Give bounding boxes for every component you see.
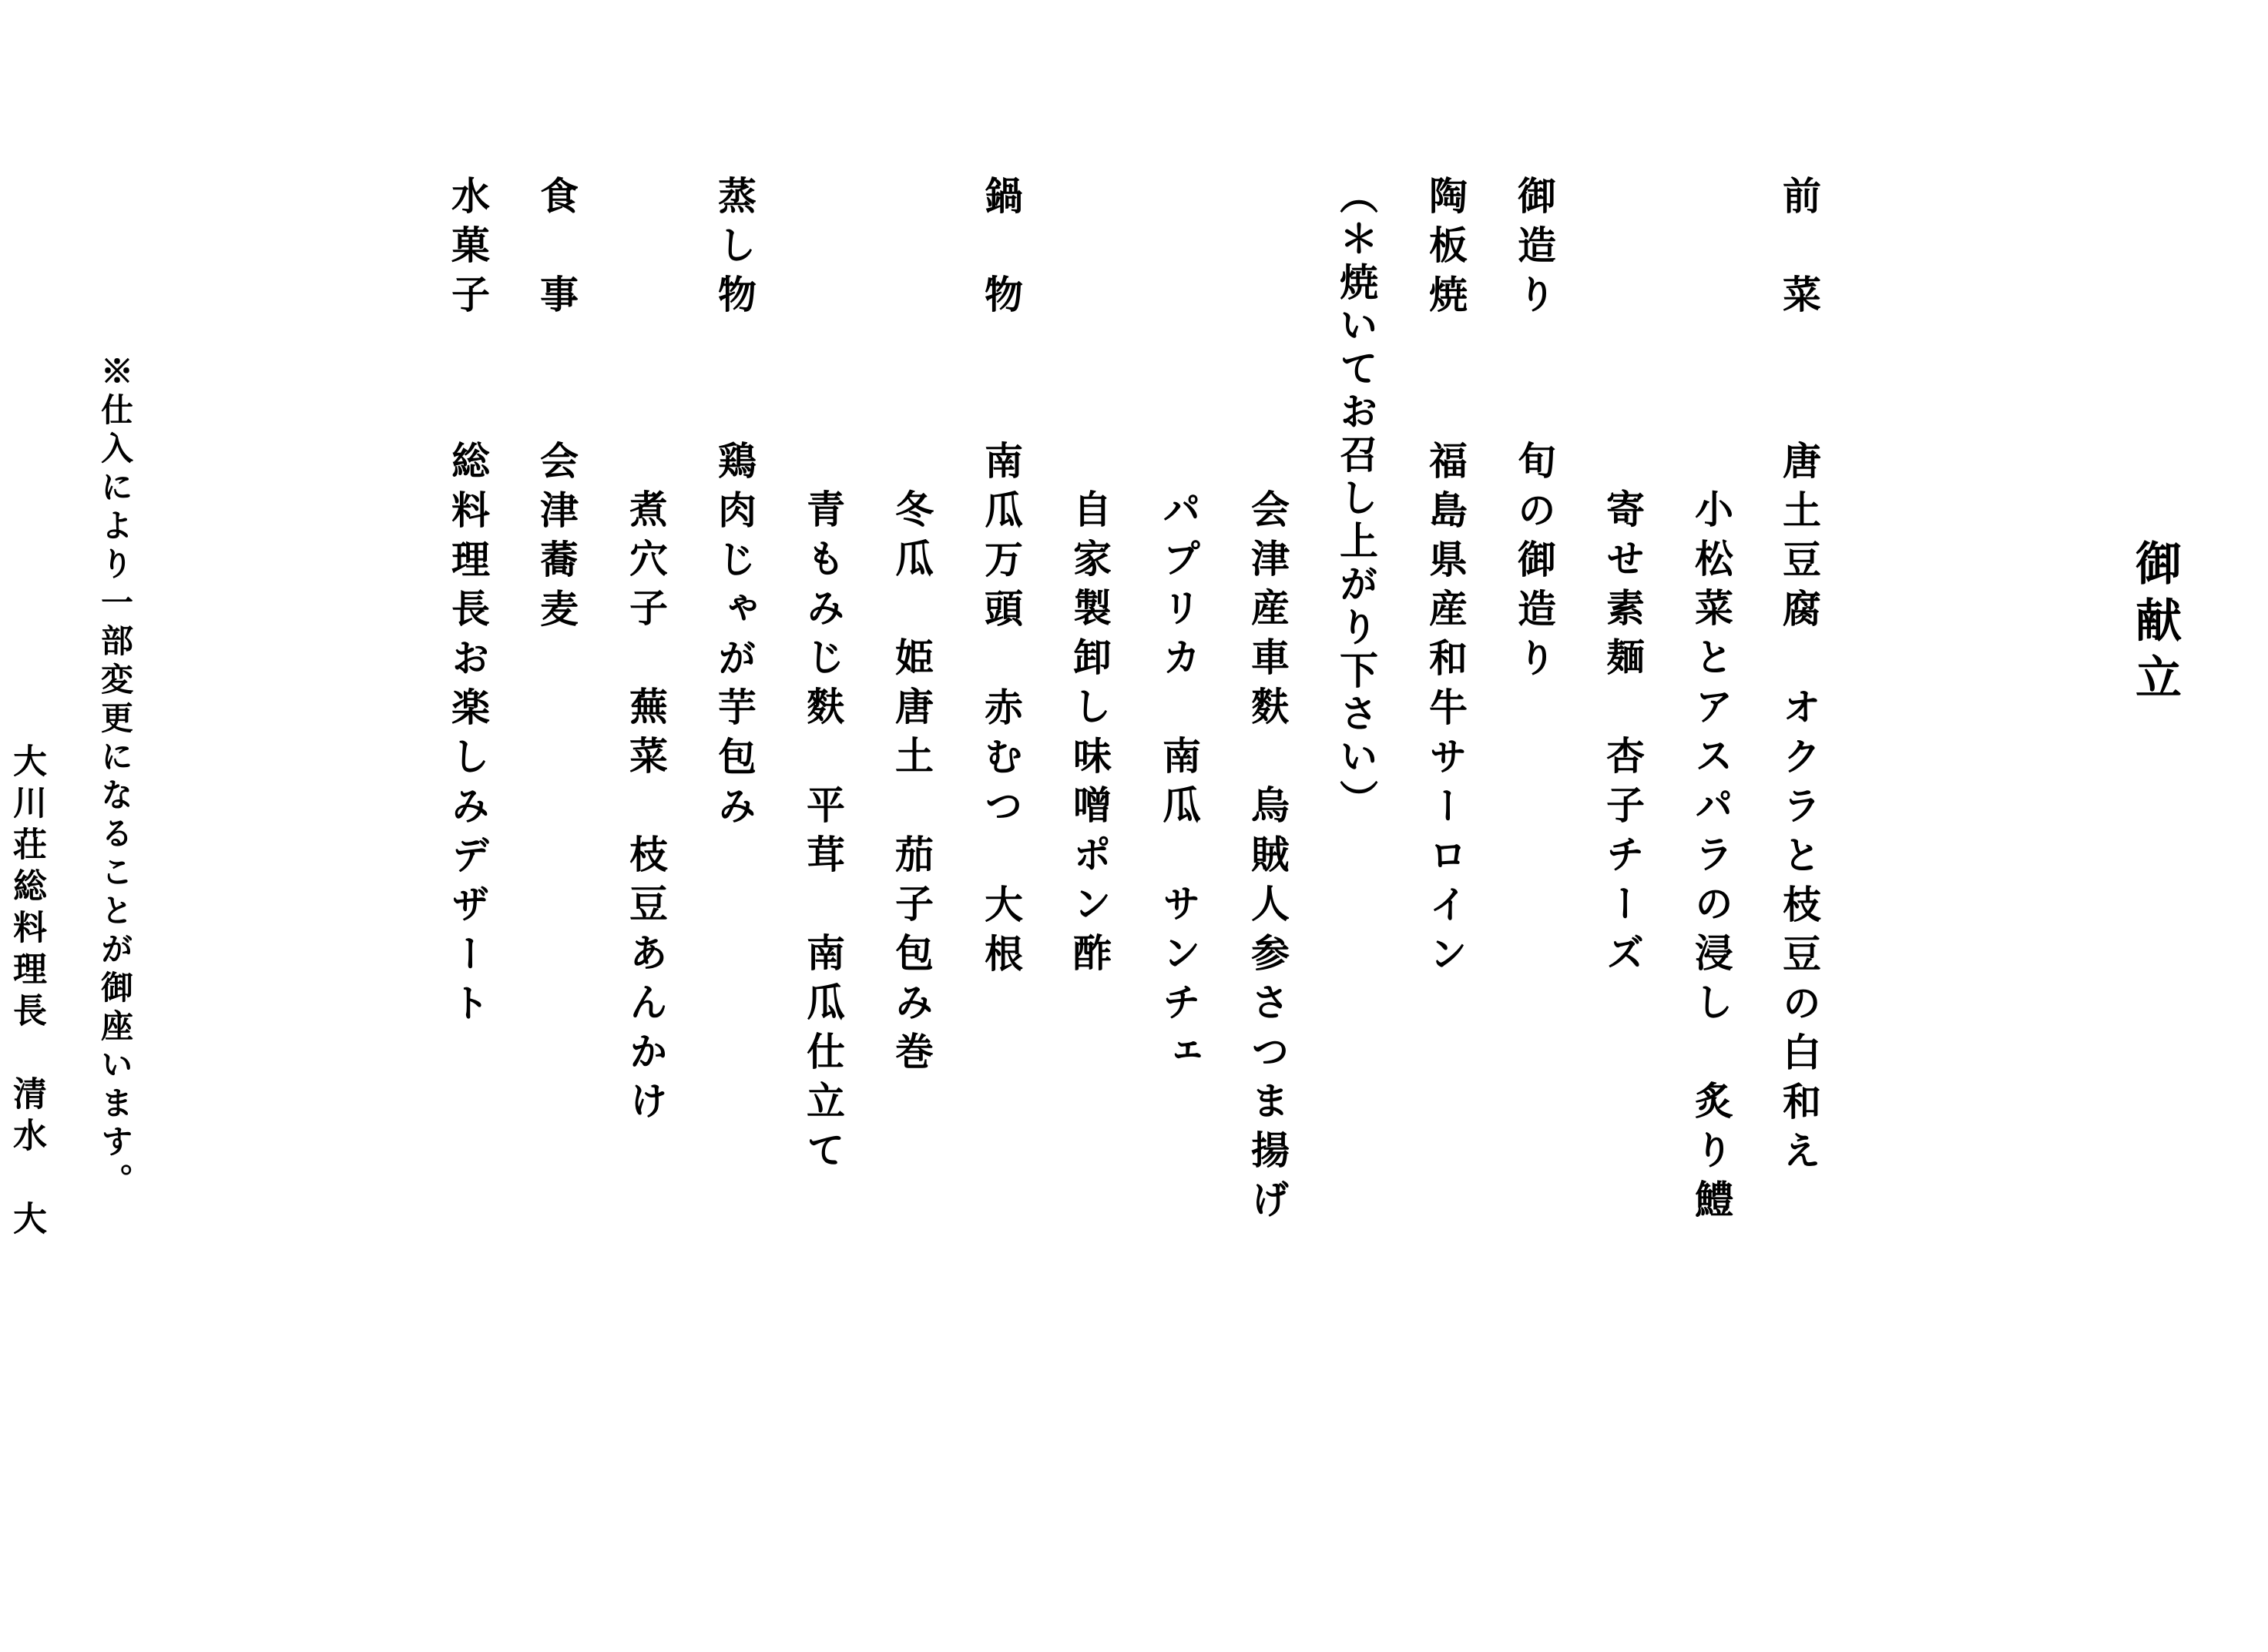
course-item-grill-note-1: 会津産車麩 烏賊人参さつま揚げ	[1245, 489, 1290, 1228]
menu-title: 御献立	[2128, 539, 2182, 710]
course-label-dessert: 水菓子	[445, 176, 491, 323]
course-item-meal-1: 会津蕎麦	[534, 441, 579, 638]
course-label-steamed: 蒸し物	[712, 176, 757, 323]
course-item-appetizer-1: 唐土豆腐 オクラと枝豆の白和え	[1776, 441, 1822, 1180]
course-item-steamed-2: 煮穴子 蕪菜 枝豆あんかけ	[623, 489, 669, 1130]
supply-note: ※仕入により一部変更になることが御座います。	[96, 354, 134, 1201]
course-item-hotpot-1: 南瓜万頭 赤むつ 大根	[978, 441, 1024, 983]
course-label-grill-note: （＊焼いてお召し上がり下さい）	[1334, 176, 1379, 823]
course-item-grill-1: 福島県産和牛サーロイン	[1423, 441, 1468, 983]
course-item-grill-note-3: 自家製卸し味噌ポン酢	[1067, 489, 1112, 982]
course-label-grill: 陶板焼	[1423, 176, 1468, 323]
course-item-steamed-1: 鶏肉じゃが芋包み	[712, 441, 757, 835]
course-item-dessert-1: 総料理長お楽しみデザート	[445, 441, 491, 1032]
course-label-hotpot: 鍋 物	[978, 176, 1024, 323]
course-label-meal: 食 事	[534, 176, 579, 323]
course-item-grill-note-2: パプリカ 南瓜 サンチェ	[1156, 489, 1202, 1081]
course-label-sashimi: 御造り	[1511, 176, 1557, 323]
course-label-appetizer: 前 菜	[1776, 176, 1822, 323]
chef-signature: 大川荘総料理長 清水 大	[7, 743, 46, 1242]
course-item-appetizer-3: 寄せ素麺 杏子チーズ	[1600, 489, 1646, 982]
course-item-appetizer-2: 小松菜とアスパラの浸し 炙り鱧	[1689, 489, 1734, 1228]
course-item-hotpot-2: 冬瓜 姫唐土 茄子包み巻	[889, 489, 934, 1081]
course-item-sashimi-1: 旬の御造り	[1511, 441, 1557, 687]
course-item-hotpot-3: 青もみじ麩 平茸 南瓜仕立て	[800, 489, 846, 1179]
